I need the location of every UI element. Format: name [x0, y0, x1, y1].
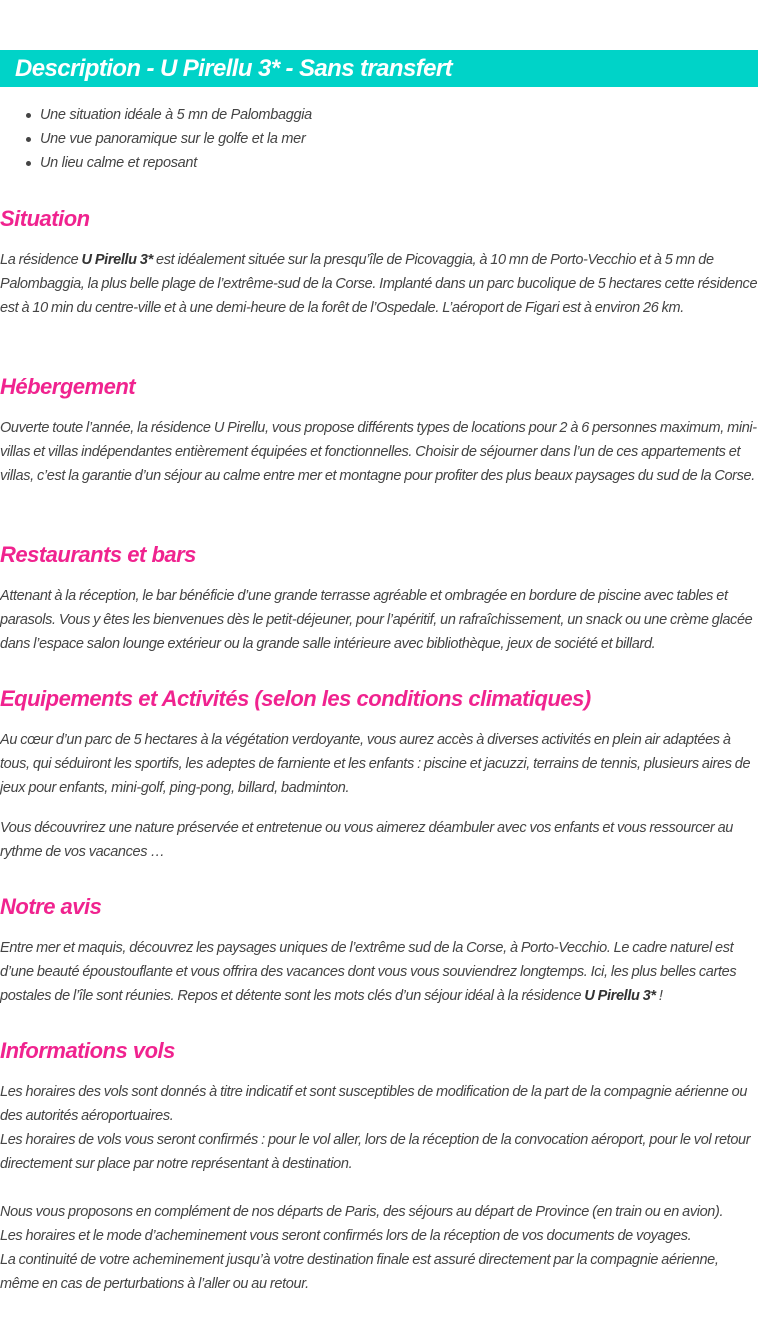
- description-title-bar: [0, 50, 758, 87]
- bullet-icon: [26, 161, 31, 166]
- situation-text-cont: est idéalement située sur la presqu’île de Picovaggia, à 10 mn de Porto-Vecchio et à 5 mn de Palombaggia, la plus belle plage de l’extrême-sud de la Corse. Implanté dans un parc bucolique de 5 hectares cette résidence est à 10 min du centre-ville et à une demi-heure de la forêt de l’Ospedale. L’aéroport de Figari est à environ 26 km.: [0, 252, 758, 316]
- avis-text-end: !: [655, 988, 663, 1004]
- section-vols: [0, 1034, 758, 1296]
- section-hebergement: [0, 370, 758, 488]
- vols-line-2: Les horaires de vols vous seront confirmés : pour le vol aller, lors de la réception de la convocation aéroport, pour le vol retour directement sur place par notre représentant à destination.: [0, 1132, 751, 1172]
- highlight-item: [0, 127, 312, 151]
- vols-line-4: Les horaires et le mode d’acheminement vous seront confirmés lors de la réception de vos documents de voyages.: [0, 1228, 692, 1244]
- section-heading-hebergement: Hébergement: [0, 374, 136, 399]
- residence-name: U Pirellu 3*: [81, 252, 153, 268]
- avis-text: Entre mer et maquis, découvrez les paysages uniques de l’extrême sud de la Corse, à Porto-Vecchio. Le cadre naturel est d’une beauté époustouflante et vous offrira des vacances dont vous vous souviendrez longtemps. Ici, les plus belles cartes postales de l’île sont réunies. Repos et détente sont les mots clés d’un séjour idéal à la résidence: [0, 940, 737, 1004]
- residence-name: U Pirellu 3*: [584, 988, 656, 1004]
- highlight-item: [0, 151, 312, 175]
- vols-line-1: Les horaires des vols sont donnés à titre indicatif et sont susceptibles de modification de la part de la compagnie aérienne ou des autorités aéroportuaires.: [0, 1084, 748, 1124]
- highlight-text: Un lieu calme et reposant: [40, 155, 197, 171]
- vols-line-3: Nous vous proposons en complément de nos départs de Paris, des séjours au départ de Province (en train ou en avion).: [0, 1204, 724, 1220]
- vols-paragraph: [0, 1080, 758, 1296]
- section-heading-vols: Informations vols: [0, 1038, 175, 1063]
- page-title: Description - U Pirellu 3* - Sans transfert: [15, 54, 452, 82]
- vols-line-5: La continuité de votre acheminement jusqu’à votre destination finale est assuré directement par la compagnie aérienne, même en cas de perturbations à l’aller ou au retour.: [0, 1252, 719, 1292]
- section-restaurants: [0, 538, 758, 656]
- highlight-text: Une situation idéale à 5 mn de Palombaggia: [40, 107, 312, 123]
- section-avis: [0, 890, 758, 1008]
- section-situation: [0, 202, 758, 320]
- highlight-text: Une vue panoramique sur le golfe et la mer: [40, 131, 306, 147]
- highlight-item: [0, 103, 312, 127]
- restaurants-paragraph: Attenant à la réception, le bar bénéficie d’une grande terrasse agréable et ombragée en bordure de piscine avec tables et parasols. Vous y êtes les bienvenues dès le petit-déjeuner, pour l’apéritif, un rafraîchissement, un snack ou une crème glacée dans l’espace salon lounge extérieur ou la grande salle intérieure avec bibliothèque, jeux de société et billard.: [0, 588, 753, 652]
- bullet-icon: [26, 137, 31, 142]
- equipements-paragraph-1: Au cœur d’un parc de 5 hectares à la végétation verdoyante, vous aurez accès à diverses activités en plein air adaptées à tous, qui séduiront les sportifs, les adeptes de farniente et les enfants : piscine et jacuzzi, terrains de tennis, plusieurs aires de jeux pour enfants, mini-golf, ping-pong, billard, badminton.: [0, 732, 751, 796]
- section-heading-restaurants: Restaurants et bars: [0, 542, 196, 567]
- situation-paragraph: [0, 248, 758, 320]
- highlights-list: [0, 103, 312, 175]
- situation-text: La résidence: [0, 252, 82, 268]
- section-equipements: [0, 682, 758, 864]
- section-heading-avis: Notre avis: [0, 894, 102, 919]
- equipements-paragraph-2: Vous découvrirez une nature préservée et entretenue ou vous aimerez déambuler avec vos enfants et vous ressourcer au rythme de vos vacances …: [0, 820, 734, 860]
- hebergement-paragraph: Ouverte toute l’année, la résidence U Pirellu, vous propose différents types de locations pour 2 à 6 personnes maximum, mini-villas et villas indépendantes entièrement équipées et fonctionnelles. Choisir de séjourner dans l’un de ces appartements et villas, c’est la garantie d’un séjour au calme entre mer et montagne pour profiter des plus beaux paysages du sud de la Corse.: [0, 420, 757, 484]
- section-heading-equipements: Equipements et Activités (selon les conditions climatiques): [0, 686, 591, 711]
- avis-paragraph: [0, 936, 758, 1008]
- section-heading-situation: Situation: [0, 206, 90, 231]
- bullet-icon: [26, 113, 31, 118]
